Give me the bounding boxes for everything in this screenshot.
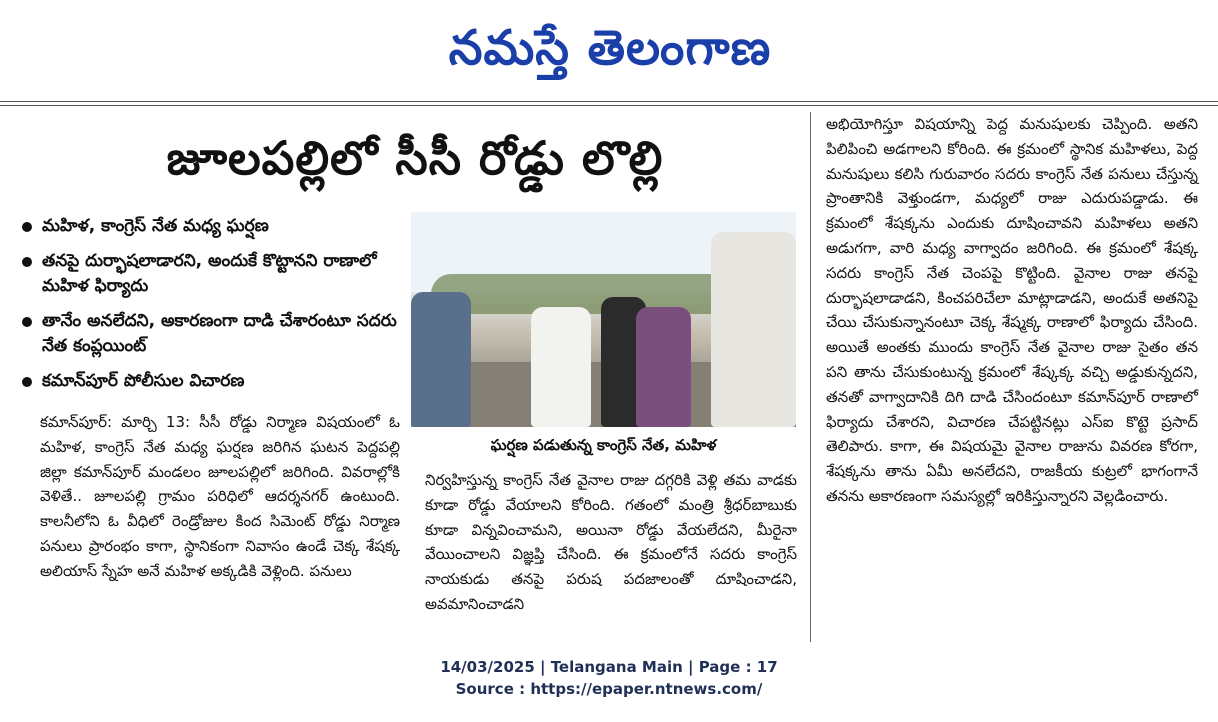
article-headline: జూలపల్లిలో సీసీ రోడ్డు లొల్లి [166,131,664,185]
highlight-item [22,369,402,394]
highlight-text: మహిళ, కాంగ్రెస్ నేత మధ్య ఘర్షణ [42,216,269,236]
article-column-1: కమాన్‌పూర్: మార్చి 13: సీసీ రోడ్డు నిర్మాణ విషయంలో ఓ మహిళ, కాంగ్రెస్ నేత మధ్య ఘర్షణ జరిగిన ఘటన పెద్దపల్లి జిల్లా కమాన్‌పూర్ మండలం జూలపల్లిలో జరిగింది. వివరాల్లోకి వెళితే.. జూలపల్లి గ్రామం పరిధిలో ఆదర్శనగర్ ఉంటుంది. కాలనీలోని ఓ వీధిలో రెండ్రోజుల కింద సిమెంట్ రోడ్డు నిర్మాణ పనులు ప్రారంభం కాగా, స్థానికంగా నివాసం ఉండే చెక్క శేషక్క అలియాస్ స్నేహ అనే మహిళ అక్కడికి వెళ్లింది. పనులు [40,413,400,580]
masthead-rule-top [0,101,1218,102]
masthead-rule-bottom [0,105,1218,106]
article-column-2: నిర్వహిస్తున్న కాంగ్రెస్ నేత వైనాల రాజు దగ్గరికి వెళ్లి తమ వాడకు కూడా రోడ్డు వేయాలని కోరింది. గతంలో మంత్రి శ్రీధర్‌బాబుకు కూడా విన్నవించామని, అయినా రోడ్డు వేయలేదని, మీరైనా వేయించాలని విజ్ఞప్తి చేసింది. ఈ క్రమంలోనే సదరు కాంగ్రెస్ నాయకుడు తనపై పరుష పదజాలంతో దూషించాడని, అవమానించాడని [425,471,797,613]
masthead [0,0,1218,100]
bullet-icon [22,317,32,327]
article-column-3: అభియోగిస్తూ విషయాన్ని పెద్ద మనుషులకు చెప్పింది. అతని పిలిపించి అడగాలని కోరింది. ఈ క్రమంలో స్థానిక మహిళలు, పెద్ద మనుషులు కలిసి గురువారం సదరు కాంగ్రెస్ నేత పనులు చేస్తున్న ప్రాంతానికి వెళ్తుండగా, మధ్యలో రాజు ఎదురుపడ్డాడు. ఈ క్రమంలో శేషక్కను ఎందుకు దూషించావని మహిళలు అతని అడుగగా, వారి మధ్య వాగ్వాదం జరిగింది. ఈ క్రమంలో శేషక్క సదరు కాంగ్రెస్ నేత చెంపపై కొట్టింది. వైనాల రాజు తనపై దుర్భాషలాడాడని, కించపరిచేలా మాట్లాడాడని, అందుకే అతనిపై చేయి చేసుకున్నానంటూ చెక్క శేష్మక్క రాణాలో ఫిర్యాదు చేసింది. అయితే అంతకు ముందు కాంగ్రెస్ నేత వైనాల రాజు సైతం తన పని తాను చేసుకుంటున్న క్రమంలో శేష్కక్క వచ్చి అడ్డుకున్నదని, తనతో వాగ్వాదానికి దిగి దాడి చేసిందంటూ కమాన్‌పూర్ రాణాలో ఫిర్యాదు చేశారని, విచారణ చేపట్టినట్లు ఎస్ఐ కొట్టె ప్రసాద్ తెలిపారు. కాగా, ఈ విషయమై వైనాల రాజును వివరణ కోరగా, శేషక్కను తాను ఏమీ అనలేదని, రాజకీయ కుట్రలో భాగంగానే తనను అకారణంగా సమస్యల్లో ఇరికిస్తున్నారని వెల్లడించారు. [826,115,1198,505]
article-highlights [22,214,402,404]
column-divider [810,112,811,642]
highlight-text: తనపై దుర్భాషలాడారని, అందుకే కొట్టానని రాణాలో మహిళ ఫిర్యాదు [42,251,377,296]
highlight-item [22,214,402,239]
bullet-icon [22,257,32,267]
highlight-item [22,309,402,359]
footer-edition-info: 14/03/2025 | Telangana Main | Page : 17 [440,658,778,676]
highlight-text: కమాన్‌పూర్ పోలీసుల విచారణ [42,371,245,391]
photo-caption: ఘర్షణ పడుతున్న కాంగ్రెస్ నేత, మహిళ [490,436,717,454]
bullet-icon [22,377,32,387]
highlight-text: తానేం అనలేదని, అకారణంగా దాడి చేశారంటూ సదరు నేత కంప్లయింట్ [42,311,397,356]
bullet-icon [22,222,32,232]
footer [300,656,918,700]
highlight-item [22,249,402,299]
news-photo [411,212,796,427]
footer-source: Source : https://epaper.ntnews.com/ [455,680,763,698]
masthead-title: నమస్తే తెలంగాణ [448,20,772,76]
